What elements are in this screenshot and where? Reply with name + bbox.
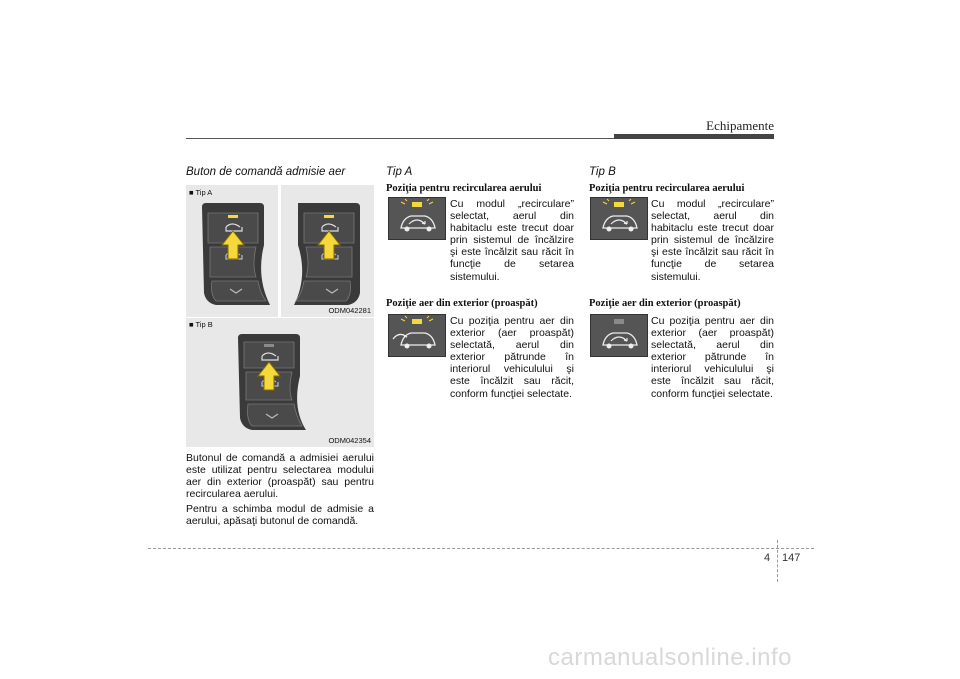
subheading-recirculation: Poziţia pentru recircularea aerului	[589, 183, 745, 194]
watermark-text: carmanualsonline.info	[548, 644, 792, 671]
recirculation-on-icon	[388, 197, 446, 240]
figure-tip-b	[186, 318, 374, 447]
footer-divider	[777, 540, 778, 582]
figure-tip-a	[186, 185, 374, 317]
page-header-title: Echipamente	[706, 118, 774, 133]
figure-code: ODM042354	[328, 436, 371, 445]
header-rule-accent	[614, 134, 774, 139]
body-paragraph: Cu modul „recirculare” selectat, aerul din habitaclu este trecut doar prin sistemul de încălzire şi este încălzit sau răcit în funcţie de setarea sistemului.	[651, 198, 774, 283]
subheading-fresh-air: Poziţie aer din exterior (proaspăt)	[386, 298, 538, 309]
body-paragraph: Cu poziţia pentru aer din exterior (aer proaspăt) selectată, aerul din exterior pătrunde în interiorul vehiculului şi este încălzit sau răcit, conform funcţiei selectate.	[450, 315, 574, 400]
fresh-air-off-icon	[590, 314, 648, 357]
chapter-number: 4	[764, 552, 771, 564]
recirculation-on-icon	[590, 197, 648, 240]
subheading-recirculation: Poziţia pentru recircularea aerului	[386, 183, 542, 194]
air-intake-button-illustration-a	[186, 185, 374, 317]
air-intake-button-illustration-b	[186, 318, 374, 447]
body-paragraph: Cu poziţia pentru aer din exterior (aer proaspăt) selectată, aerul din exterior pătrunde în interiorul vehiculului şi este încălzit sau răcit, conform funcţiei selectate.	[651, 315, 774, 400]
subheading-fresh-air: Poziţie aer din exterior (proaspăt)	[589, 298, 741, 309]
body-paragraph: Cu modul „recirculare” selectat, aerul din habitaclu este trecut doar prin sistemul de încălzire şi este încălzit sau răcit în funcţie de setarea sistemului.	[450, 198, 574, 283]
footer-rule	[148, 548, 814, 549]
figure-label: ■ Tip A	[189, 188, 213, 197]
header-rule	[186, 138, 614, 139]
body-paragraph: Butonul de comandă a admisiei aerului este utilizat pentru selectarea modului aer din exterior (proaspăt) sau pentru recircularea aerului.	[186, 452, 374, 501]
section-heading-tip-b: Tip B	[589, 166, 616, 178]
section-heading-air-intake: Buton de comandă admisie aer	[186, 166, 346, 178]
body-paragraph: Pentru a schimba modul de admisie a aerului, apăsaţi butonul de comandă.	[186, 503, 374, 528]
figure-code: ODM042281	[328, 306, 371, 315]
figure-label: ■ Tip B	[189, 320, 213, 329]
page-number: 147	[782, 552, 801, 564]
section-heading-tip-a: Tip A	[386, 166, 413, 178]
fresh-air-on-icon	[388, 314, 446, 357]
